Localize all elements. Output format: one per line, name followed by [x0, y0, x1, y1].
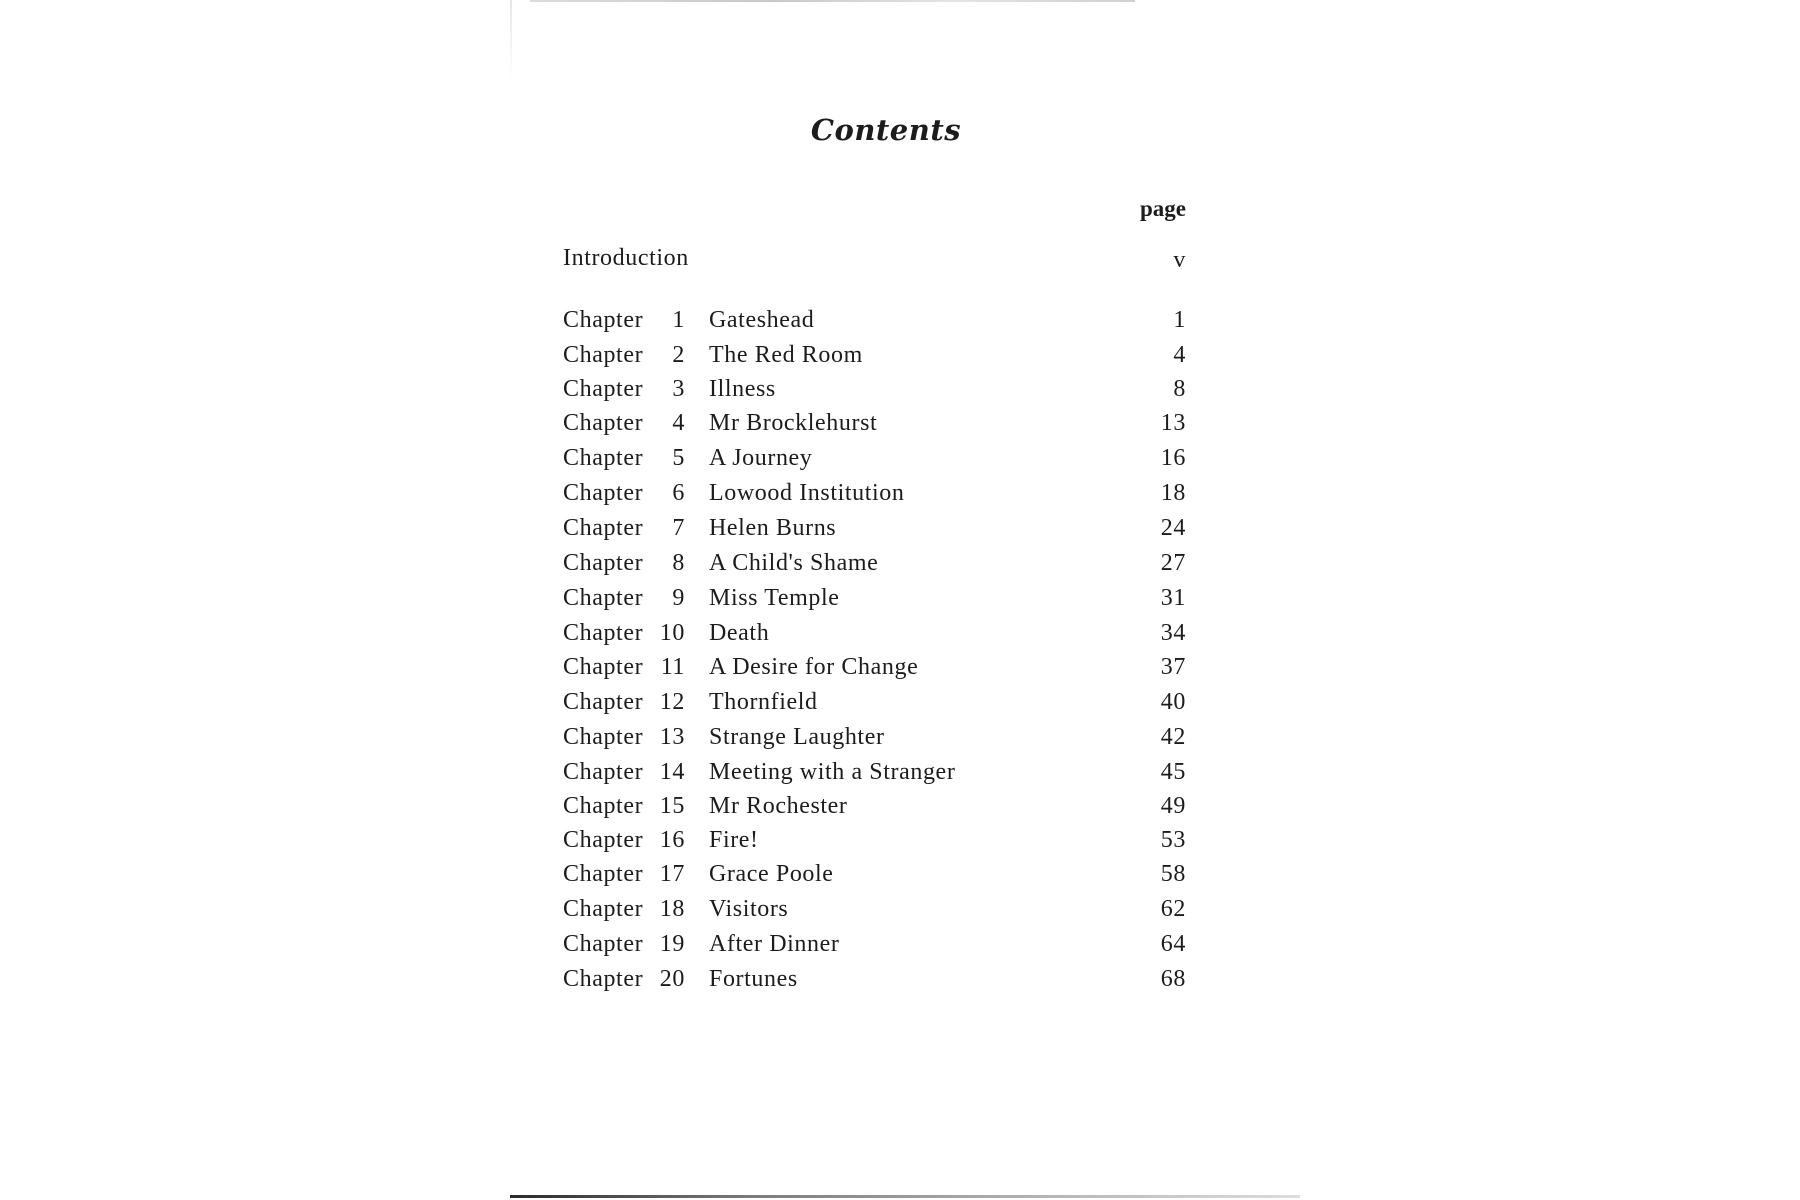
chapter-entry[interactable]	[563, 788, 1186, 824]
chapter-title: A Desire for Change	[709, 654, 919, 680]
chapter-word: Chapter	[563, 896, 644, 922]
chapter-entry[interactable]	[563, 475, 1186, 511]
chapter-entry[interactable]	[563, 615, 1186, 651]
chapter-page-number: 13	[1160, 410, 1186, 436]
page-edge-bottom	[510, 1195, 1300, 1198]
chapter-word: Chapter	[563, 931, 644, 957]
chapter-label	[563, 719, 685, 755]
chapter-number: 17	[659, 861, 685, 887]
chapter-entry[interactable]	[563, 891, 1186, 927]
chapter-number: 1	[672, 307, 685, 333]
chapter-word: Chapter	[563, 827, 644, 853]
chapter-entry[interactable]	[563, 926, 1186, 962]
chapter-number: 8	[672, 550, 685, 576]
chapter-number: 15	[659, 793, 685, 819]
chapter-page-number: 45	[1160, 759, 1186, 785]
chapter-title: A Child's Shame	[709, 550, 879, 576]
chapter-label	[563, 475, 685, 511]
chapter-word: Chapter	[563, 376, 644, 402]
chapter-label	[563, 337, 685, 373]
chapter-label	[563, 926, 685, 962]
chapter-label	[563, 615, 685, 651]
chapter-title: Visitors	[709, 896, 789, 922]
chapter-word: Chapter	[563, 307, 644, 333]
page-edge-top	[530, 0, 1135, 2]
chapter-title: After Dinner	[709, 931, 840, 957]
chapter-number: 13	[659, 724, 685, 750]
chapter-title: The Red Room	[709, 342, 863, 368]
chapter-number: 2	[672, 342, 685, 368]
chapter-label	[563, 891, 685, 927]
chapter-title: Mr Rochester	[709, 793, 848, 819]
chapter-label	[563, 822, 685, 858]
chapter-number: 14	[659, 759, 685, 785]
chapter-entry[interactable]	[563, 754, 1186, 790]
chapter-number: 7	[672, 515, 685, 541]
chapter-entry[interactable]	[563, 371, 1186, 407]
chapter-page-number: 42	[1160, 724, 1186, 750]
chapter-entry[interactable]	[563, 822, 1186, 858]
chapter-word: Chapter	[563, 689, 644, 715]
chapter-number: 19	[659, 931, 685, 957]
chapter-title: Lowood Institution	[709, 480, 905, 506]
chapter-label	[563, 754, 685, 790]
chapter-word: Chapter	[563, 861, 644, 887]
chapter-number: 20	[659, 966, 685, 992]
chapter-label	[563, 302, 685, 338]
chapter-number: 9	[672, 585, 685, 611]
chapter-word: Chapter	[563, 550, 644, 576]
chapter-title: Fire!	[709, 827, 759, 853]
chapter-page-number: 18	[1160, 480, 1186, 506]
chapter-label	[563, 545, 685, 581]
chapter-page-number: 1	[1173, 307, 1186, 333]
chapter-word: Chapter	[563, 724, 644, 750]
chapter-entry[interactable]	[563, 440, 1186, 476]
introduction-entry[interactable]	[563, 240, 1186, 276]
chapter-label	[563, 371, 685, 407]
chapter-title: Death	[709, 620, 770, 646]
chapter-entry[interactable]	[563, 649, 1186, 685]
page-edge-left	[510, 0, 512, 80]
chapter-title: Gateshead	[709, 307, 815, 333]
chapter-entry[interactable]	[563, 961, 1186, 997]
chapter-label	[563, 510, 685, 546]
chapter-page-number: 64	[1160, 931, 1186, 957]
chapter-page-number: 62	[1160, 896, 1186, 922]
chapter-title: Fortunes	[709, 966, 798, 992]
chapter-entry[interactable]	[563, 405, 1186, 441]
chapter-entry[interactable]	[563, 545, 1186, 581]
chapter-label	[563, 856, 685, 892]
chapter-page-number: 24	[1160, 515, 1186, 541]
chapter-title: Strange Laughter	[709, 724, 885, 750]
chapter-title: Meeting with a Stranger	[709, 759, 956, 785]
chapter-page-number: 31	[1160, 585, 1186, 611]
chapter-title: Mr Brocklehurst	[709, 410, 878, 436]
chapter-number: 3	[672, 376, 685, 402]
chapter-entry[interactable]	[563, 684, 1186, 720]
chapter-label	[563, 440, 685, 476]
chapter-word: Chapter	[563, 966, 644, 992]
chapter-word: Chapter	[563, 620, 644, 646]
chapter-number: 18	[659, 896, 685, 922]
chapter-page-number: 49	[1160, 793, 1186, 819]
chapter-label	[563, 580, 685, 616]
chapter-title: Miss Temple	[709, 585, 840, 611]
chapter-title: Illness	[709, 376, 776, 402]
chapter-label	[563, 684, 685, 720]
chapter-entry[interactable]	[563, 580, 1186, 616]
chapter-entry[interactable]	[563, 719, 1186, 755]
chapter-page-number: 40	[1160, 689, 1186, 715]
chapter-label	[563, 405, 685, 441]
chapter-entry[interactable]	[563, 337, 1186, 373]
chapter-word: Chapter	[563, 515, 644, 541]
chapter-title: Grace Poole	[709, 861, 834, 887]
chapter-label	[563, 961, 685, 997]
chapter-page-number: 37	[1160, 654, 1186, 680]
chapter-number: 4	[672, 410, 685, 436]
chapter-page-number: 34	[1160, 620, 1186, 646]
chapter-number: 16	[659, 827, 685, 853]
chapter-label	[563, 788, 685, 824]
contents-title: Contents	[810, 113, 962, 147]
chapter-number: 12	[659, 689, 685, 715]
chapter-word: Chapter	[563, 759, 644, 785]
chapter-word: Chapter	[563, 480, 644, 506]
chapter-page-number: 53	[1160, 827, 1186, 853]
chapter-word: Chapter	[563, 654, 644, 680]
chapter-page-number: 68	[1160, 966, 1186, 992]
chapter-number: 6	[672, 480, 685, 506]
chapter-word: Chapter	[563, 793, 644, 819]
chapter-title: A Journey	[709, 445, 813, 471]
chapter-label	[563, 649, 685, 685]
chapter-title: Helen Burns	[709, 515, 837, 541]
chapter-entry[interactable]	[563, 510, 1186, 546]
chapter-page-number: 27	[1160, 550, 1186, 576]
chapter-word: Chapter	[563, 342, 644, 368]
chapter-number: 10	[659, 620, 685, 646]
chapter-title: Thornfield	[709, 689, 818, 715]
page-column-header: page	[1140, 196, 1186, 221]
chapter-number: 5	[672, 445, 685, 471]
chapter-word: Chapter	[563, 445, 644, 471]
chapter-entry[interactable]	[563, 302, 1186, 338]
introduction-label: Introduction	[563, 245, 689, 271]
chapter-word: Chapter	[563, 410, 644, 436]
chapter-word: Chapter	[563, 585, 644, 611]
chapter-number: 11	[660, 654, 685, 680]
chapter-page-number: 8	[1173, 376, 1186, 402]
introduction-page: v	[1173, 247, 1186, 273]
chapter-page-number: 58	[1160, 861, 1186, 887]
chapter-entry[interactable]	[563, 856, 1186, 892]
chapter-page-number: 16	[1160, 445, 1186, 471]
chapter-page-number: 4	[1173, 342, 1186, 368]
